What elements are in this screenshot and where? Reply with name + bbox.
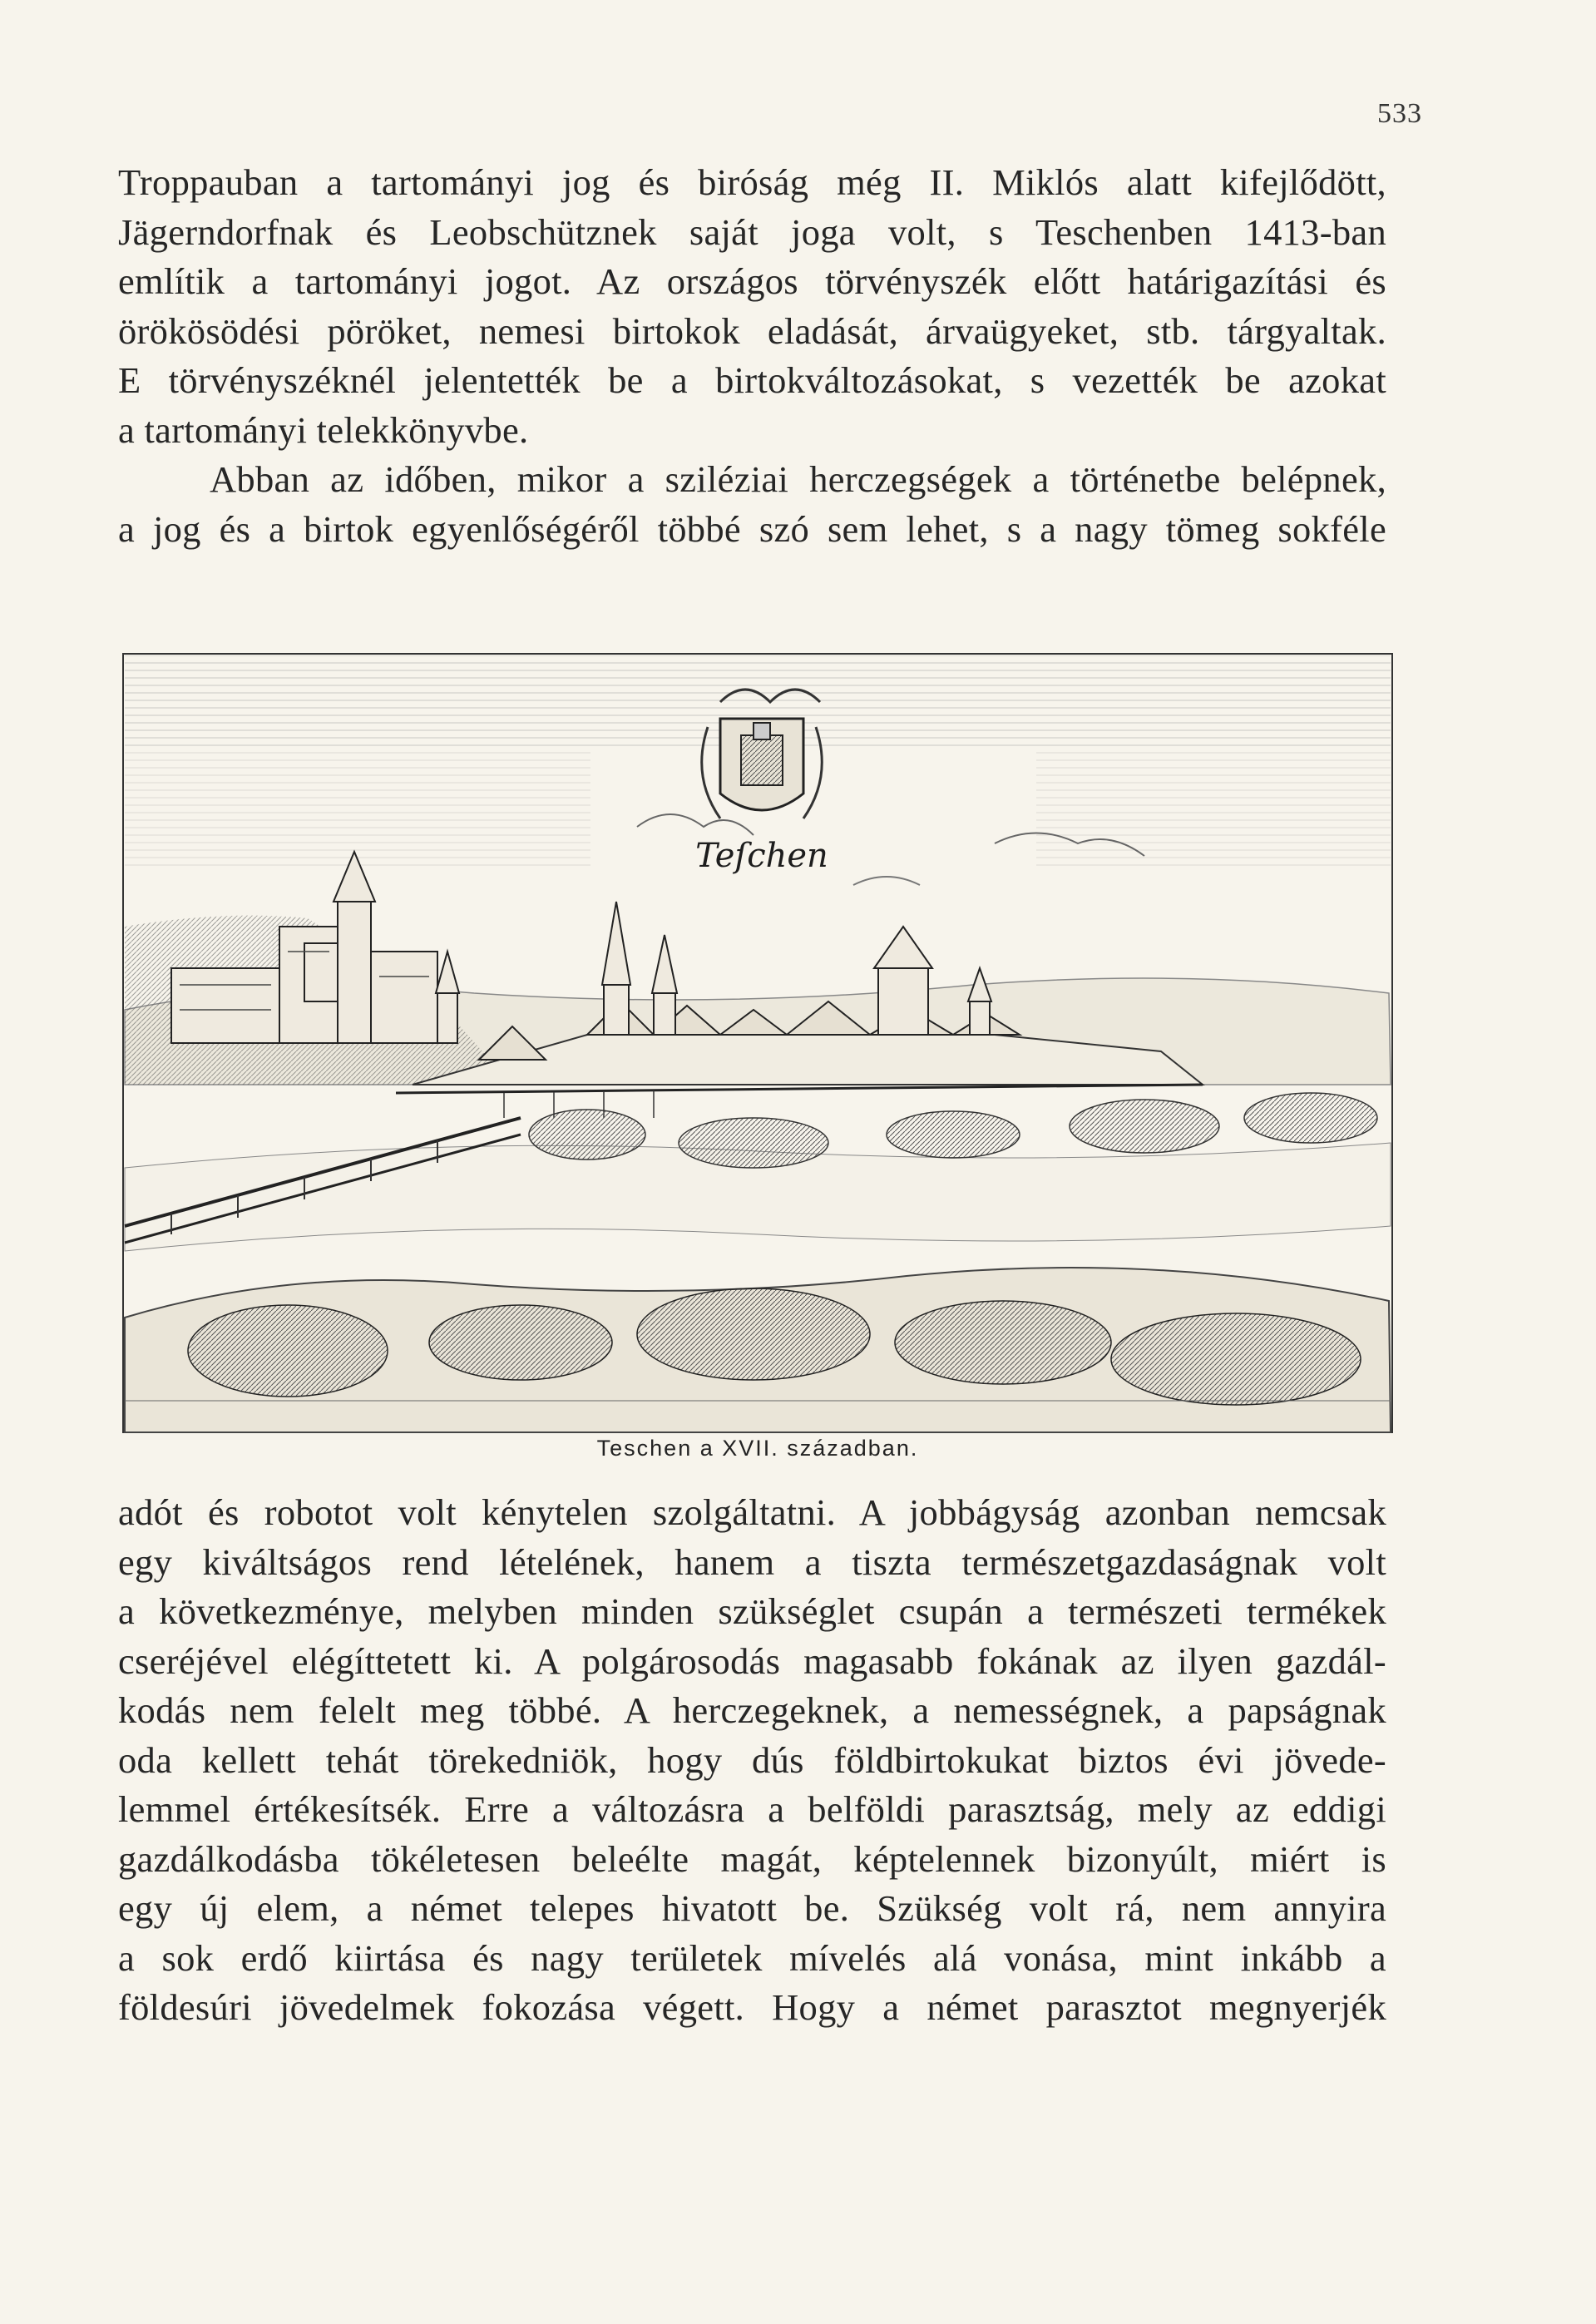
text-line: lemmel értékesítsék. Erre a változásra a belföldi parasztság, mely az eddigi: [118, 1788, 1386, 1830]
engraving-illustration: [121, 652, 1394, 1434]
text-line: Abban az időben, mikor a sziléziai herczegségek a történetbe belépnek,: [210, 458, 1386, 500]
text-line: adót és robotot volt kénytelen szolgáltatni. A jobbágyság azonban nemcsak: [118, 1491, 1386, 1533]
text-line: a sok erdő kiirtása és nagy területek mívelés alá vonása, mint inkább a: [118, 1936, 1386, 1979]
text-line: egy kiváltságos rend lételének, hanem a tiszta természetgazdaságnak volt: [118, 1540, 1386, 1583]
text-line: gazdálkodásba tökéletesen beleélte magát, képtelennek bizonyúlt, miért is: [118, 1837, 1386, 1880]
text-line: Jägerndorfnak és Leobschütznek saját joga volt, s Teschenben 1413-ban: [118, 210, 1386, 253]
paragraph-block-top: [118, 158, 1386, 554]
text-line: örökösödési pöröket, nemesi birtokok eladását, árvaügyeket, stb. tárgyaltak.: [118, 309, 1386, 352]
text-line: cseréjével elégíttetett ki. A polgárosodás magasabb fokának az ilyen gazdál-: [118, 1639, 1386, 1682]
text-line: a tartományi telekkönyvbe.: [118, 408, 529, 451]
text-line: földesúri jövedelmek fokozása végett. Hogy a német parasztot megnyerjék: [118, 1986, 1386, 2028]
engraving-inscription: Teſchen: [695, 837, 828, 875]
text-line: a következménye, melyben minden szükséglet csupán a természeti termékek: [118, 1590, 1386, 1632]
text-line: E törvényszéknél jelentették be a birtokváltozásokat, s vezették be azokat: [118, 359, 1386, 401]
text-line: kodás nem felelt meg többé. A herczegeknek, a nemességnek, a papságnak: [118, 1689, 1386, 1731]
page-number: 533: [1377, 98, 1422, 129]
text-line: oda kellett tehát törekedniök, hogy dús földbirtokukat biztos évi jövede-: [118, 1738, 1386, 1781]
text-line: egy új elem, a német telepes hivatott be. Szükség volt rá, nem annyira: [118, 1887, 1386, 1929]
teschen-engraving: [121, 652, 1394, 1434]
text-line: említik a tartományi jogot. Az országos törvényszék előtt határigazítási és: [118, 260, 1386, 302]
text-line: Troppauban a tartományi jog és biróság még II. Miklós alatt kifejlődött,: [118, 161, 1386, 203]
paragraph-block-bottom: [118, 1488, 1386, 2033]
figure-caption: Teschen a XVII. században.: [596, 1436, 919, 1461]
text-line: a jog és a birtok egyenlőségéről többé szó sem lehet, s a nagy tömeg sokféle: [118, 507, 1386, 550]
